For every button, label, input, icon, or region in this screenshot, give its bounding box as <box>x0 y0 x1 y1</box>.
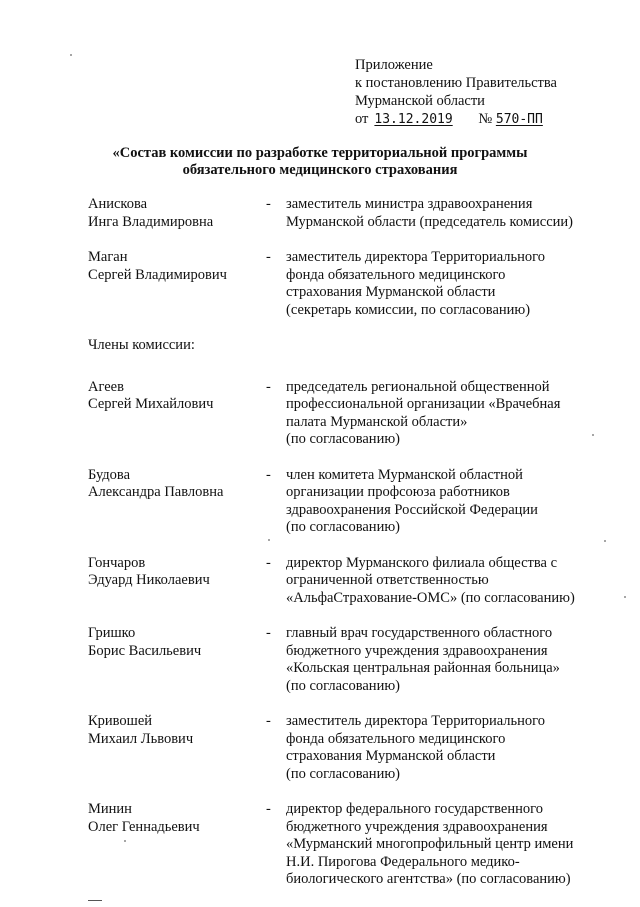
member-surname: Анискова <box>88 196 148 212</box>
member-given-names: Михаил Львович <box>88 730 194 747</box>
member-role-line: главный врач государственного областного <box>286 625 553 641</box>
member-role-line: бюджетного учреждения здравоохранения <box>286 818 548 835</box>
member-role <box>286 713 606 783</box>
member-entry <box>88 249 628 319</box>
member-role-line: (по согласованию) <box>286 677 400 694</box>
member-role <box>286 625 606 695</box>
decree-date: 13.12.2019 <box>374 112 453 127</box>
separator-dash: - <box>266 249 271 265</box>
member-role-line: (секретарь комиссии, по согласованию) <box>286 301 531 318</box>
member-name <box>88 196 266 231</box>
member-entry <box>88 625 628 695</box>
member-given-names: Олег Геннадьевич <box>88 818 200 835</box>
member-role <box>286 801 606 889</box>
member-surname: Минин <box>88 801 132 817</box>
separator-dash: - <box>266 554 271 571</box>
date-prefix: от <box>355 111 369 127</box>
scan-speck <box>268 539 270 541</box>
scan-speck <box>124 840 126 842</box>
separator-dash: - <box>266 625 271 641</box>
member-role-line: «Кольская центральная районная больница» <box>286 660 560 676</box>
member-given-names: Сергей Михайлович <box>88 396 214 412</box>
member-name <box>88 713 266 783</box>
number-sign: № <box>478 111 493 127</box>
member-role-line: фонда обязательного медицинского <box>286 266 506 283</box>
scan-mark <box>88 900 102 901</box>
member-role-line: «АльфаСтрахование-ОМС» (по согласованию) <box>286 589 575 606</box>
members-list <box>88 379 628 889</box>
member-role-line: «Мурманский многопрофильный центр имени <box>286 836 574 852</box>
member-name <box>88 379 266 449</box>
appendix-line-2: к постановлению Правительства <box>355 75 557 91</box>
member-role-line: страхования Мурманской области <box>286 284 496 300</box>
member-role-line: ограниченной ответственностью <box>286 572 489 588</box>
member-role-line: (по согласованию) <box>286 765 400 782</box>
member-entry <box>88 555 628 608</box>
scan-speck <box>624 596 626 598</box>
member-surname: Гончаров <box>88 554 146 571</box>
member-role-line: профессиональной организации «Врачебная <box>286 396 561 412</box>
member-role-line: член комитета Мурманской областной <box>286 466 523 483</box>
title-line-1: «Состав комиссии по разработке территориальной программы <box>112 145 528 161</box>
member-surname: Будова <box>88 466 131 483</box>
member-role-line: биологического агентства» (по согласованию) <box>286 871 571 887</box>
separator-dash: - <box>266 378 271 395</box>
member-given-names: Инга Владимировна <box>88 213 214 230</box>
member-entry <box>88 467 628 537</box>
member-role-line: бюджетного учреждения здравоохранения <box>286 642 548 659</box>
member-role <box>286 467 606 537</box>
scan-speck <box>592 434 594 436</box>
member-surname: Маган <box>88 249 128 265</box>
appendix-line-3: Мурманской области <box>355 93 485 109</box>
member-given-names: Эдуард Николаевич <box>88 572 210 588</box>
separator-dash: - <box>266 713 271 729</box>
decree-number: 570-ПП <box>495 112 543 127</box>
member-entry <box>88 801 628 889</box>
member-given-names: Александра Павловна <box>88 484 224 500</box>
member-role-line: Н.И. Пирогова Федерального медико- <box>286 853 520 870</box>
leaders-list <box>88 196 628 319</box>
separator-dash: - <box>266 196 271 212</box>
member-name <box>88 801 266 889</box>
member-role-line: (по согласованию) <box>286 519 400 535</box>
member-given-names: Сергей Владимирович <box>88 266 227 283</box>
member-role-line: организации профсоюза работников <box>286 484 510 500</box>
title-line-2: обязательного медицинского страхования <box>182 162 458 178</box>
appendix-date-line <box>355 110 557 129</box>
member-surname: Гришко <box>88 625 136 641</box>
member-role <box>286 379 606 449</box>
appendix-header <box>355 56 557 129</box>
member-role-line: заместитель директора Территориального <box>286 713 545 729</box>
member-role-line: (по согласованию) <box>286 431 400 447</box>
member-role-line: фонда обязательного медицинского <box>286 730 506 747</box>
member-role-line: директор Мурманского филиала общества с <box>286 554 558 571</box>
member-role-line: Мурманской области (председатель комиссии) <box>286 213 573 230</box>
member-name <box>88 467 266 537</box>
scan-speck <box>604 540 606 542</box>
separator-dash: - <box>266 466 271 483</box>
member-role-line: заместитель министра здравоохранения <box>286 196 533 212</box>
member-entry <box>88 379 628 449</box>
separator-dash: - <box>266 801 271 817</box>
member-role-line: палата Мурманской области» <box>286 413 468 430</box>
commission-list <box>88 196 628 907</box>
member-role-line: директор федерального государственного <box>286 801 543 817</box>
document-title <box>0 145 640 179</box>
member-role <box>286 249 606 319</box>
member-entry <box>88 713 628 783</box>
appendix-line-1: Приложение <box>355 57 433 73</box>
member-entry <box>88 196 628 231</box>
member-surname: Агеев <box>88 378 124 395</box>
member-given-names: Борис Васильевич <box>88 642 202 659</box>
member-role-line: председатель региональной общественной <box>286 378 550 395</box>
member-name <box>88 625 266 695</box>
scan-speck <box>70 54 72 56</box>
member-role-line: заместитель директора Территориального <box>286 249 545 265</box>
members-label: Члены комиссии: <box>88 337 195 353</box>
member-surname: Кривошей <box>88 713 153 729</box>
member-role <box>286 196 606 231</box>
member-name <box>88 555 266 608</box>
member-role <box>286 555 606 608</box>
member-role-line: здравоохранения Российской Федерации <box>286 501 538 518</box>
member-role-line: страхования Мурманской области <box>286 748 496 764</box>
member-name <box>88 249 266 319</box>
